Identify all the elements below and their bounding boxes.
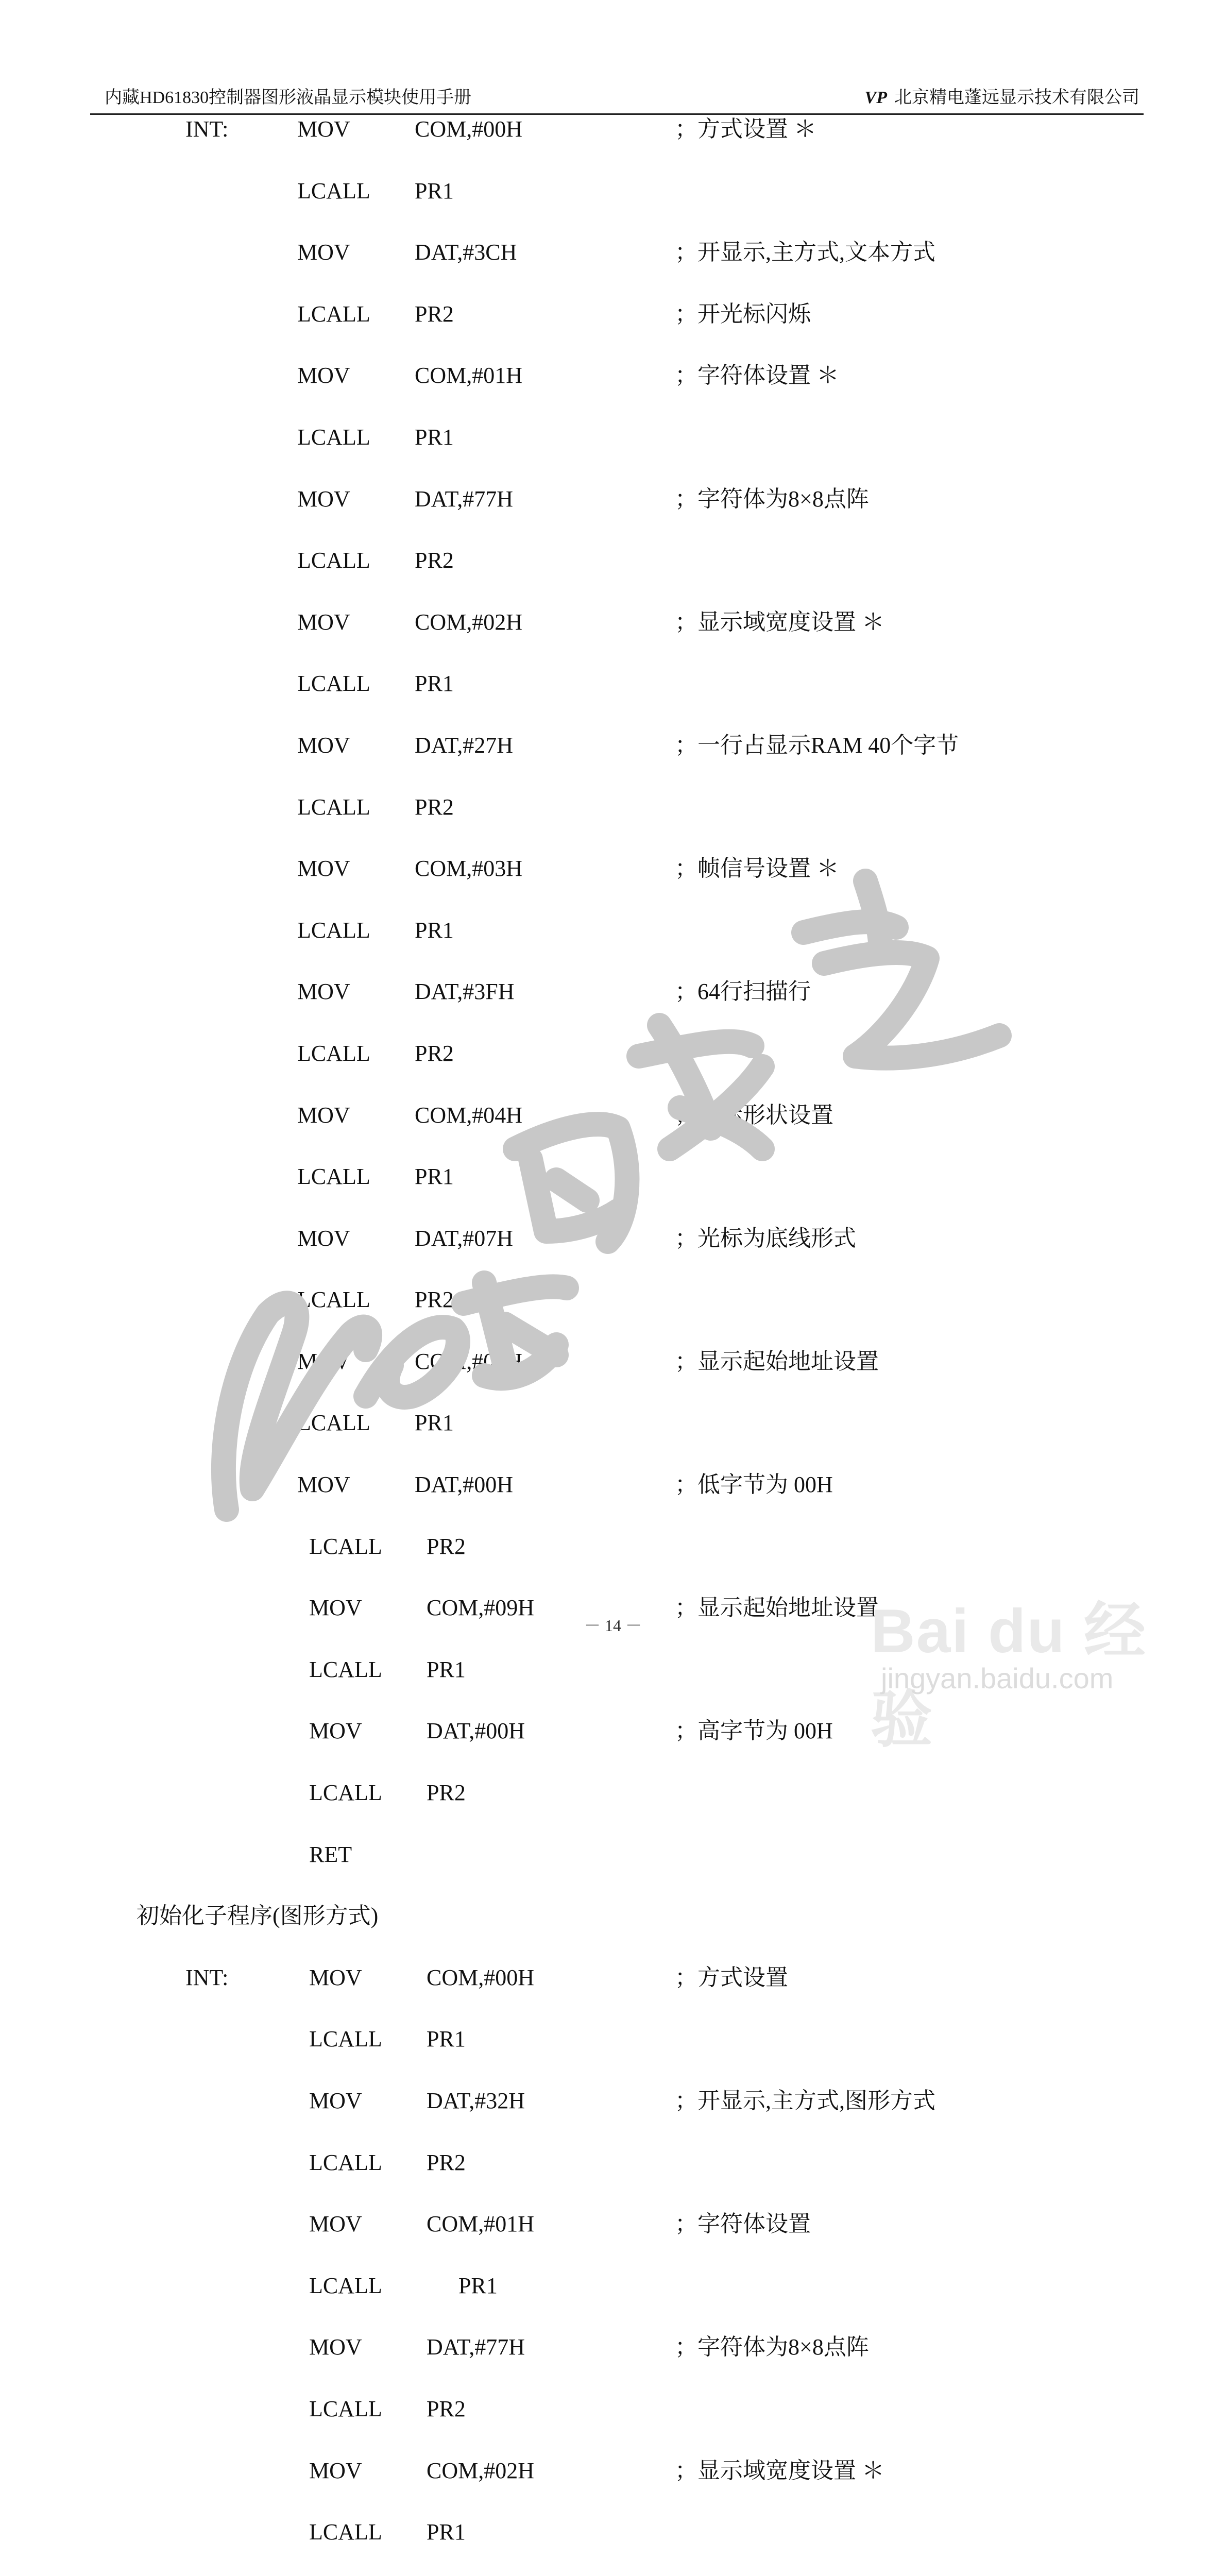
comment: ；帧信号设置 ＊ [675, 856, 839, 882]
code-line [0, 609, 1226, 671]
mnemonic: LCALL [297, 1410, 370, 1436]
operand: COM,#02H [427, 2458, 535, 2483]
comment: ；高字节为 00H [675, 1718, 833, 1744]
mnemonic: MOV [297, 486, 350, 512]
operand: PR2 [427, 1780, 466, 1806]
operand: DAT,#32H [427, 2088, 525, 2113]
code-line [0, 486, 1226, 548]
code-line [0, 1903, 1226, 1965]
operand: DAT,#00H [415, 1472, 514, 1498]
operand: PR2 [415, 1287, 454, 1313]
operand: PR1 [415, 424, 454, 450]
operand: PR2 [415, 301, 454, 327]
vp-mark: VP [864, 88, 887, 107]
code-line [0, 1164, 1226, 1226]
comment: ；一行占显示RAM 40个字节 [675, 732, 959, 758]
mnemonic: MOV [297, 1348, 350, 1374]
operand: PR1 [458, 2273, 498, 2298]
baidu-site: jingyan.baidu.com [881, 1662, 1114, 1694]
mnemonic: MOV [297, 240, 350, 265]
code-line [0, 1842, 1226, 1904]
operand: PR1 [415, 917, 454, 943]
comment: ；显示起始地址设置 [675, 1595, 879, 1621]
mnemonic: LCALL [297, 178, 370, 204]
comment: ；64行扫描行 [675, 979, 811, 1005]
code-line [0, 794, 1226, 856]
section-title: 初始化子程序(图形方式) [137, 1903, 379, 1929]
company-name [865, 83, 1139, 108]
mnemonic: LCALL [309, 1656, 382, 1682]
comment: ；开显示,主方式,文本方式 [675, 240, 935, 265]
mnemonic: MOV [309, 1718, 362, 1744]
page-number: － 14 － [584, 1616, 642, 1635]
operand: COM,#00H [415, 116, 523, 142]
comment: ；显示域宽度设置 ＊ [675, 2458, 884, 2483]
code-line [0, 1780, 1226, 1842]
mnemonic: LCALL [309, 1780, 382, 1806]
code-line [0, 363, 1226, 425]
code-line [0, 2458, 1226, 2520]
mnemonic: LCALL [297, 1164, 370, 1190]
code-line [0, 1103, 1226, 1164]
operand: COM,#01H [427, 2211, 535, 2237]
mnemonic: LCALL [309, 2396, 382, 2421]
mnemonic: MOV [309, 1964, 362, 1990]
operand: PR1 [415, 1410, 454, 1436]
operand: DAT,#77H [427, 2334, 525, 2360]
mnemonic: MOV [309, 2088, 362, 2113]
operand: PR2 [427, 2149, 466, 2175]
operand: PR2 [415, 548, 454, 573]
operand: PR1 [415, 178, 454, 204]
operand: PR2 [427, 1533, 466, 1559]
code-line [0, 1287, 1226, 1349]
mnemonic: LCALL [309, 2149, 382, 2175]
operand: COM,#00H [427, 1964, 535, 1990]
baidu-jingyan-watermark [855, 1571, 1164, 1754]
comment: ；字符体设置 [675, 2211, 811, 2237]
mnemonic: LCALL [297, 548, 370, 573]
code-line [0, 2211, 1226, 2273]
operand: COM,#09H [427, 1595, 535, 1621]
mnemonic: LCALL [297, 917, 370, 943]
comment: ；字符体为8×8点阵 [675, 2334, 869, 2360]
code-line [0, 1226, 1226, 1287]
mnemonic: LCALL [309, 2273, 382, 2298]
mnemonic: RET [309, 1841, 352, 1867]
operand: DAT,#3CH [415, 240, 517, 265]
mnemonic: MOV [297, 732, 350, 758]
operand: PR1 [415, 671, 454, 697]
code-line [0, 301, 1226, 363]
code-line [0, 733, 1226, 794]
mnemonic: MOV [297, 116, 350, 142]
baidu-logo: Bai du 经验 [871, 1597, 1147, 1754]
mnemonic: LCALL [297, 1287, 370, 1313]
operand: DAT,#07H [415, 1225, 514, 1251]
comment: ；显示起始地址设置 [675, 1348, 879, 1374]
operand: COM,#03H [415, 856, 523, 882]
routine-label: INT: [185, 116, 229, 142]
comment: ；开显示,主方式,图形方式 [675, 2088, 935, 2113]
routine-label: INT: [185, 1964, 229, 1990]
code-line [0, 2273, 1226, 2335]
mnemonic: MOV [297, 856, 350, 882]
comment: ；方式设置 [675, 1964, 788, 1990]
code-line [0, 2396, 1226, 2458]
code-line [0, 1041, 1226, 1103]
manual-title: 内藏HD61830控制器图形液晶显示模块使用手册 [105, 88, 472, 107]
mnemonic: LCALL [297, 1040, 370, 1066]
mnemonic: MOV [297, 1225, 350, 1251]
code-line [0, 2519, 1226, 2576]
operand: COM,#01H [415, 363, 523, 388]
operand: PR2 [415, 1040, 454, 1066]
operand: COM,#04H [415, 1102, 523, 1128]
mnemonic: LCALL [309, 2519, 382, 2545]
code-line [0, 425, 1226, 486]
code-line [0, 116, 1226, 178]
mnemonic: LCALL [297, 671, 370, 697]
comment: ；字符体为8×8点阵 [675, 486, 869, 512]
code-line [0, 1472, 1226, 1534]
operand: DAT,#3FH [415, 979, 515, 1005]
operand: PR1 [427, 2519, 466, 2545]
mnemonic: LCALL [297, 424, 370, 450]
operand: PR2 [427, 2396, 466, 2421]
mnemonic: LCALL [309, 2026, 382, 2052]
code-line [0, 2026, 1226, 2088]
mnemonic: MOV [297, 1102, 350, 1128]
code-line [0, 918, 1226, 979]
mnemonic: MOV [309, 2458, 362, 2483]
mnemonic: LCALL [297, 301, 370, 327]
code-line [0, 2150, 1226, 2212]
mnemonic: LCALL [309, 1533, 382, 1559]
code-line [0, 2334, 1226, 2396]
comment: ；光标为底线形式 [675, 1225, 856, 1251]
operand: PR2 [415, 794, 454, 820]
operand: PR1 [415, 1164, 454, 1190]
operand: DAT,#00H [427, 1718, 525, 1744]
code-line [0, 548, 1226, 609]
operand: COM,#02H [415, 609, 523, 635]
code-line [0, 856, 1226, 918]
comment: ；方式设置 ＊ [675, 116, 816, 142]
mnemonic: MOV [297, 979, 350, 1005]
comment: ；光标形状设置 [675, 1102, 833, 1128]
operand: DAT,#77H [415, 486, 514, 512]
mnemonic: MOV [309, 2334, 362, 2360]
comment: ；开光标闪烁 [675, 301, 811, 327]
code-line [0, 1965, 1226, 2027]
operand: DAT,#27H [415, 732, 514, 758]
comment: ；显示域宽度设置 ＊ [675, 609, 884, 635]
code-line [0, 979, 1226, 1041]
mnemonic: MOV [309, 2211, 362, 2237]
mnemonic: LCALL [297, 794, 370, 820]
company-text: 北京精电蓬远显示技术有限公司 [894, 88, 1139, 107]
mnemonic: MOV [297, 609, 350, 635]
code-line [0, 240, 1226, 301]
comment: ；字符体设置 ＊ [675, 363, 839, 388]
code-listing [0, 116, 1226, 2576]
mnemonic: MOV [309, 1595, 362, 1621]
operand: COM,#08H [415, 1348, 523, 1374]
mnemonic: MOV [297, 363, 350, 388]
code-line [0, 2088, 1226, 2150]
code-line [0, 1349, 1226, 1411]
code-line [0, 178, 1226, 240]
comment: ；低字节为 00H [675, 1472, 833, 1498]
operand: PR1 [427, 1656, 466, 1682]
page-header [90, 82, 1144, 115]
mnemonic: MOV [297, 1472, 350, 1498]
code-line [0, 671, 1226, 733]
operand: PR1 [427, 2026, 466, 2052]
code-line [0, 1410, 1226, 1472]
